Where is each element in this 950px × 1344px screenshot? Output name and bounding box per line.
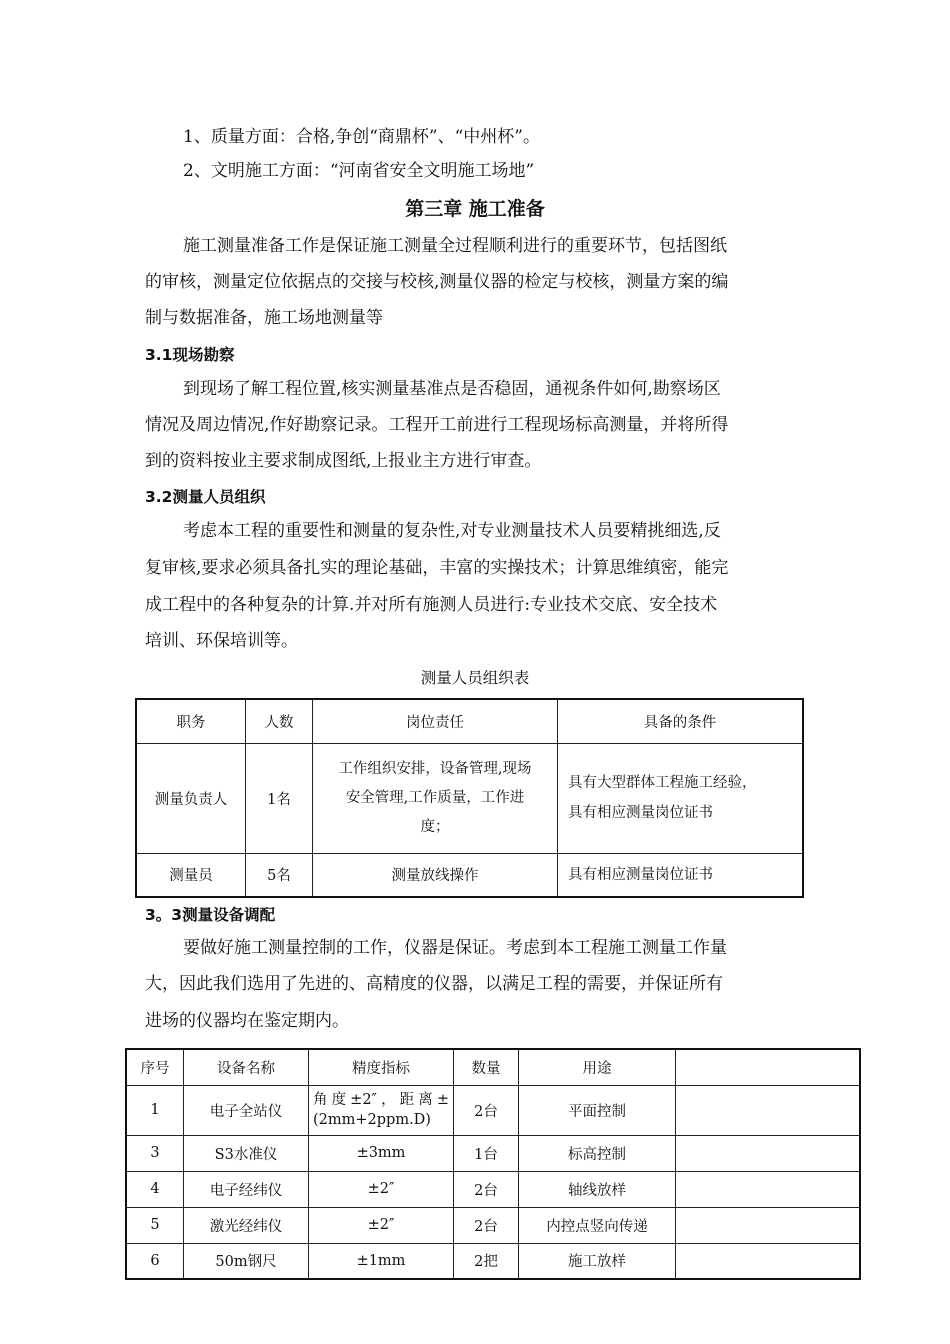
table-header-cell: 岗位责任 — [313, 699, 558, 743]
table-header-cell: 职务 — [136, 699, 246, 743]
paragraph-line: 要做好施工测量控制的工作，仪器是保证。考虑到本工程施工测量工作量 — [183, 938, 727, 958]
table-header-cell: 人数 — [246, 699, 313, 743]
table-header-cell: 序号 — [126, 1049, 184, 1085]
table-header-row — [136, 699, 803, 743]
table-header-cell: 具备的条件 — [558, 699, 804, 743]
chapter-title: 第三章 施工准备 — [405, 198, 545, 220]
requirement-line: 具有相应测量岗位证书 — [568, 805, 713, 821]
table-header-cell: 设备名称 — [184, 1049, 309, 1085]
paragraph-line: 到的资料按业主要求制成图纸,上报业主方进行审查。 — [145, 451, 542, 471]
table-cell-role: 测量负责人 — [136, 743, 246, 853]
table-cell-index: 5 — [126, 1207, 184, 1243]
paragraph-line: 情况及周边情况,作好勘察记录。工程开工前进行工程现场标高测量，并将所得 — [145, 415, 729, 435]
table-cell-precision: ±2″ — [309, 1207, 454, 1243]
table-cell-device: S3水准仪 — [184, 1135, 309, 1171]
table-cell-count: 1名 — [246, 743, 313, 853]
table-cell-role: 测量员 — [136, 853, 246, 897]
table-cell-duty: 测量放线操作 — [313, 853, 558, 897]
paragraph-line: 成工程中的各种复杂的计算.并对所有施测人员进行:专业技术交底、安全技术 — [145, 595, 718, 615]
table-cell-device: 电子全站仪 — [184, 1085, 309, 1135]
table-row — [126, 1171, 860, 1207]
table-header-row — [126, 1049, 860, 1085]
table-row — [136, 743, 803, 853]
table-row — [136, 853, 803, 897]
duty-line: 工作组织安排，设备管理,现场 — [338, 760, 532, 777]
table-cell-quantity: 2台 — [454, 1207, 519, 1243]
table-cell-empty — [676, 1243, 861, 1279]
paragraph-line: 复审核,要求必须具备扎实的理论基础，丰富的实操技术；计算思维缜密，能完 — [145, 558, 729, 578]
duty-line: 安全管理,工作质量，工作进 — [345, 789, 525, 806]
table-cell-usage: 内控点竖向传递 — [519, 1207, 676, 1243]
table-header-cell — [676, 1049, 861, 1085]
table-cell-index: 6 — [126, 1243, 184, 1279]
duty-line: 度； — [420, 818, 450, 835]
table-cell-requirement: 具有相应测量岗位证书 — [558, 853, 804, 897]
table-cell-index: 4 — [126, 1171, 184, 1207]
goal-civilized: 2、文明施工方面：“河南省安全文明施工场地” — [183, 161, 535, 181]
table-cell-precision: 角度±2″，距离±(2mm+2ppm.D) — [309, 1085, 454, 1135]
paragraph-line: 大，因此我们选用了先进的、高精度的仪器，以满足工程的需要，并保证所有 — [145, 974, 723, 994]
table-cell-quantity: 2台 — [454, 1085, 519, 1135]
table-cell-empty — [676, 1171, 861, 1207]
table-row — [126, 1135, 860, 1171]
equipment-table — [125, 1048, 861, 1280]
intro-line: 施工测量准备工作是保证施工测量全过程顺利进行的重要环节，包括图纸 — [183, 236, 727, 256]
table-cell-quantity: 1台 — [454, 1135, 519, 1171]
table-cell-device: 激光经纬仪 — [184, 1207, 309, 1243]
table-cell-device: 50m钢尺 — [184, 1243, 309, 1279]
table-cell-duty — [313, 743, 558, 853]
table-header-cell: 数量 — [454, 1049, 519, 1085]
section-heading-3-2: 3.2测量人员组织 — [145, 488, 266, 506]
intro-line: 制与数据准备，施工场地测量等 — [145, 308, 383, 328]
staff-table — [135, 698, 804, 898]
section-heading-3-1: 3.1现场勘察 — [145, 346, 235, 364]
table-cell-quantity: 2把 — [454, 1243, 519, 1279]
table-cell-count: 5名 — [246, 853, 313, 897]
intro-line: 的审核，测量定位依据点的交接与校核,测量仪器的检定与校核，测量方案的编 — [145, 272, 729, 292]
table-cell-index: 1 — [126, 1085, 184, 1135]
table-row — [126, 1085, 860, 1135]
goal-quality: 1、质量方面：合格,争创“商鼎杯”、“中州杯”。 — [183, 127, 540, 147]
table-cell-quantity: 2台 — [454, 1171, 519, 1207]
section-heading-3-3: 3。3测量设备调配 — [145, 906, 276, 924]
paragraph-line: 培训、环保培训等。 — [145, 631, 298, 651]
table-cell-precision: ±3mm — [309, 1135, 454, 1171]
table-row — [126, 1243, 860, 1279]
table-row — [126, 1207, 860, 1243]
requirement-line: 具有大型群体工程施工经验， — [568, 775, 757, 791]
table-cell-empty — [676, 1085, 861, 1135]
table-cell-empty — [676, 1135, 861, 1171]
table-cell-usage: 平面控制 — [519, 1085, 676, 1135]
paragraph-line: 考虑本工程的重要性和测量的复杂性,对专业测量技术人员要精挑细选,反 — [183, 521, 721, 541]
table-cell-usage: 施工放样 — [519, 1243, 676, 1279]
paragraph-line: 进场的仪器均在鉴定期内。 — [145, 1011, 349, 1031]
table-cell-usage: 标高控制 — [519, 1135, 676, 1171]
table-cell-requirement — [558, 743, 804, 853]
table-header-cell: 精度指标 — [309, 1049, 454, 1085]
table-cell-precision: ±1mm — [309, 1243, 454, 1279]
table-cell-precision: ±2″ — [309, 1171, 454, 1207]
table-cell-usage: 轴线放样 — [519, 1171, 676, 1207]
table-cell-device: 电子经纬仪 — [184, 1171, 309, 1207]
paragraph-line: 到现场了解工程位置,核实测量基准点是否稳固，通视条件如何,勘察场区 — [183, 379, 721, 399]
table-cell-index: 3 — [126, 1135, 184, 1171]
staff-table-caption: 测量人员组织表 — [420, 669, 530, 687]
table-cell-empty — [676, 1207, 861, 1243]
table-header-cell: 用途 — [519, 1049, 676, 1085]
